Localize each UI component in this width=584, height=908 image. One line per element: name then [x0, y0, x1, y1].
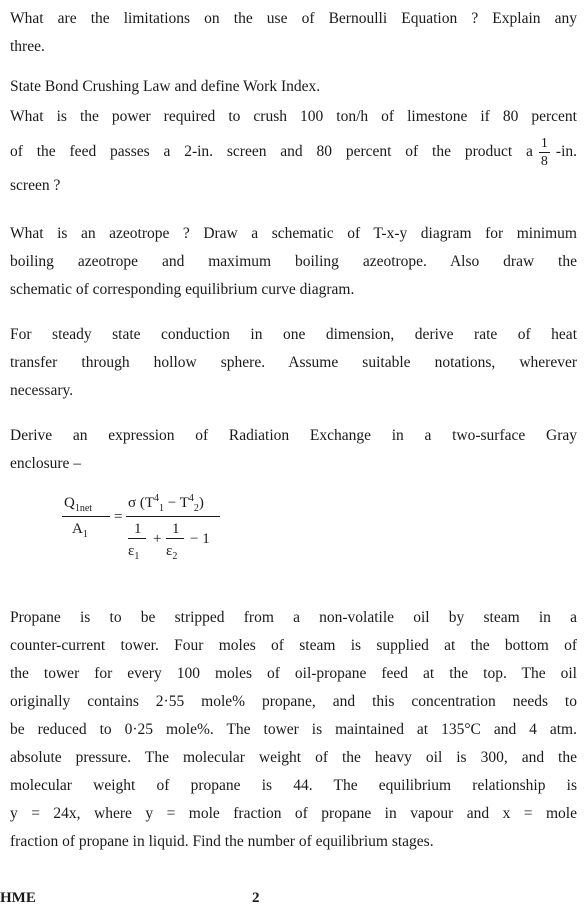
text-line: enclosure – [10, 455, 82, 472]
epsilon-2: $\varepsilon_2$ [166, 543, 178, 562]
text-line: boiling azeotrope and maximum boiling azeotrope. Also draw the [10, 253, 577, 270]
text-line: transfer through hollow sphere. Assume suitable notations, wherever [10, 354, 577, 371]
question-hollow-sphere [10, 321, 577, 405]
text-line: Derive an expression of Radiation Exchange in a two-surface Gray [10, 427, 577, 444]
text-line: schematic of corresponding equilibrium curve diagram. [10, 281, 355, 298]
fraction-numerator: 1 [540, 136, 548, 151]
text-line: absolute pressure. The molecular weight of the heavy oil is 300, and the [10, 749, 577, 766]
question-propane-stripping [10, 604, 577, 856]
text-fragment: -in. [555, 143, 577, 161]
rhs-fraction-bar [126, 516, 220, 517]
text-fragment: of the feed passes a 2-in. screen and 80 percent of the product a [10, 143, 533, 161]
one-over-eps2-numerator: 1 [172, 521, 180, 537]
question-bernoulli [10, 5, 577, 61]
text-line: What is the power required to crush 100 ton/h of limestone if 80 percent [10, 108, 577, 125]
text-line: For steady state conduction in one dimension, derive rate of heat [10, 326, 577, 343]
lhs-numerator: $Q_{1net}$ [64, 495, 93, 514]
radiation-exchange-equation [62, 488, 262, 572]
text-line: counter-current tower. Four moles of steam is supplied at the bottom of [10, 637, 577, 654]
inner-fraction-bar-1 [128, 538, 146, 539]
one-over-eps1-numerator: 1 [134, 521, 142, 537]
text-line: originally contains 2·55 mole% propane, and this concentration needs to [10, 693, 577, 710]
text-line: State Bond Crushing Law and define Work Index. [10, 78, 321, 95]
text-line: What is an azeotrope ? Draw a schematic of T-x-y diagram for minimum [10, 225, 577, 242]
lhs-fraction-bar [62, 516, 110, 517]
fraction-denominator: 8 [540, 154, 548, 169]
minus-one: − 1 [190, 531, 210, 547]
text-line: be reduced to 0·25 mole%. The tower is maintained at 135°C and 4 atm. [10, 721, 577, 738]
text-line: screen ? [10, 177, 61, 194]
text-line-with-fraction [10, 135, 577, 170]
text-line: three. [10, 38, 45, 55]
epsilon-1: $\varepsilon_1$ [128, 543, 140, 562]
question-azeotrope [10, 220, 577, 304]
equals-sign: = [114, 509, 123, 525]
text-line: Propane is to be stripped from a non-volatile oil by steam in a [10, 609, 577, 626]
plus-sign: + [153, 531, 162, 547]
text-line: What are the limitations on the use of Bernoulli Equation ? Explain any [10, 10, 577, 27]
rhs-numerator: σ $(T^4_1 - T^4_2)$ [128, 493, 204, 514]
text-line: fraction of propane in liquid. Find the number of equilibrium stages. [10, 833, 434, 850]
text-line: necessary. [10, 382, 74, 399]
inner-fraction-bar-2 [166, 538, 184, 539]
fraction-one-eighth [539, 135, 550, 170]
text-line: molecular weight of propane is 44. The equilibrium relationship is [10, 777, 577, 794]
question-radiation-exchange [10, 422, 577, 478]
text-line: y = 24x, where y = mole fraction of propane in vapour and x = mole [10, 805, 577, 822]
lhs-denominator: $A_1$ [72, 521, 88, 540]
question-bond-crushing [10, 73, 577, 200]
page-number: 2 [252, 890, 260, 906]
text-line: the tower for every 100 moles of oil-propane feed at the top. The oil [10, 665, 577, 682]
footer-code: HME [0, 890, 36, 906]
